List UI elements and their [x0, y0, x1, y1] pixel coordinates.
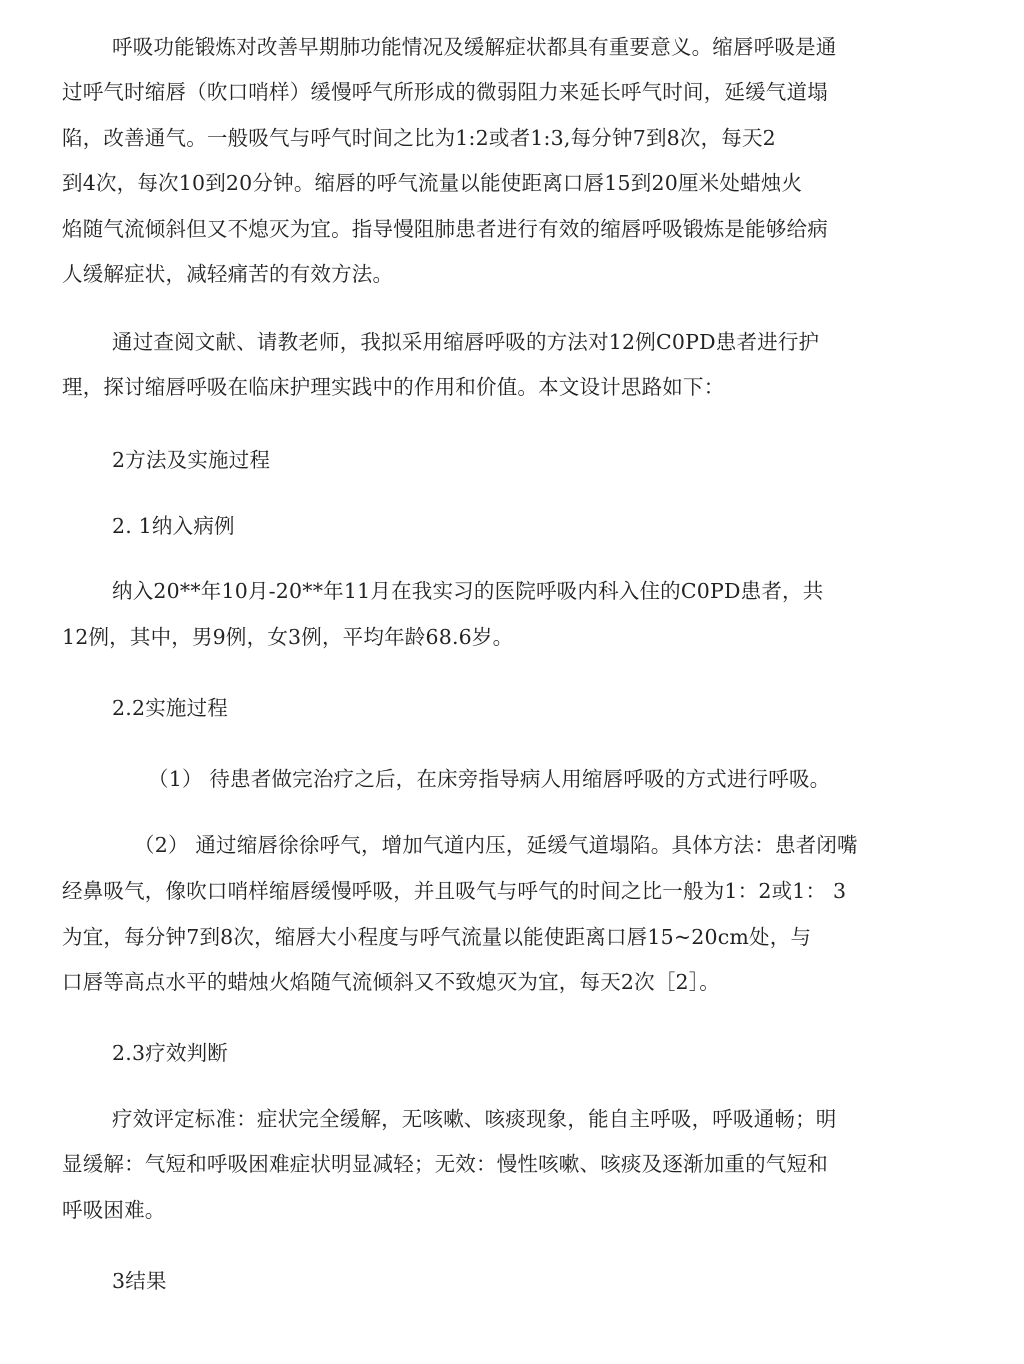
section-heading-3: 3结果	[112, 1269, 167, 1293]
paragraph-4-line-2: 显缓解：气短和呼吸困难症状明显减轻；无效：慢性咳嗽、咳痰及逐渐加重的气短和	[62, 1152, 828, 1176]
paragraph-1-line-6: 人缓解症状，减轻痛苦的有效方法。	[62, 262, 394, 286]
step-2-line-4: 口唇等高点水平的蜡烛火焰随气流倾斜又不致熄灭为宜，每天2次［2］。	[62, 970, 720, 994]
step-2-line-2: 经鼻吸气，像吹口哨样缩唇缓慢呼吸，并且吸气与呼气的时间之比一般为1：2或1： 3	[62, 879, 847, 903]
step-2-line-1: （2） 通过缩唇徐徐呼气，增加气道内压，延缓气道塌陷。具体方法：患者闭嘴	[134, 833, 858, 857]
subsection-heading-2-2: 2.2实施过程	[112, 696, 229, 720]
paragraph-1-line-1: 呼吸功能锻炼对改善早期肺功能情况及缓解症状都具有重要意义。缩唇呼吸是通	[112, 35, 837, 59]
step-1: （1） 待患者做完治疗之后，在床旁指导病人用缩唇呼吸的方式进行呼吸。	[148, 767, 831, 791]
paragraph-1-line-4: 到4次，每次10到20分钟。缩唇的呼气流量以能使距离口唇15到20厘米处蜡烛火	[62, 171, 803, 195]
subsection-heading-2-3: 2.3疗效判断	[112, 1041, 229, 1065]
paragraph-2-line-2: 理，探讨缩唇呼吸在临床护理实践中的作用和价值。本文设计思路如下：	[62, 375, 725, 399]
paragraph-1-line-5: 焰随气流倾斜但又不熄灭为宜。指导慢阻肺患者进行有效的缩唇呼吸锻炼是能够给病	[62, 217, 828, 241]
paragraph-4-line-1: 疗效评定标准：症状完全缓解，无咳嗽、咳痰现象，能自主呼吸，呼吸通畅；明	[112, 1107, 837, 1131]
section-heading-2: 2方法及实施过程	[112, 448, 271, 472]
paragraph-1-line-2: 过呼气时缩唇（吹口哨样）缓慢呼气所形成的微弱阻力来延长呼气时间，延缓气道塌	[62, 80, 828, 104]
step-2-line-3: 为宜，每分钟7到8次，缩唇大小程度与呼气流量以能使距离口唇15~20cm处，与	[62, 925, 812, 949]
paragraph-3-line-1: 纳入20**年10月-20**年11月在我实习的医院呼吸内科入住的C0PD患者，共	[112, 579, 824, 603]
paragraph-1-line-3: 陷，改善通气。一般吸气与呼气时间之比为1:2或者1:3,每分钟7到8次，每天2	[62, 126, 776, 150]
paragraph-3-line-2: 12例，其中，男9例，女3例，平均年龄68.6岁。	[62, 625, 514, 649]
paragraph-4-line-3: 呼吸困难。	[62, 1198, 166, 1222]
paragraph-2-line-1: 通过查阅文献、请教老师，我拟采用缩唇呼吸的方法对12例C0PD患者进行护	[112, 330, 820, 354]
subsection-heading-2-1: 2. 1纳入病例	[112, 514, 235, 538]
